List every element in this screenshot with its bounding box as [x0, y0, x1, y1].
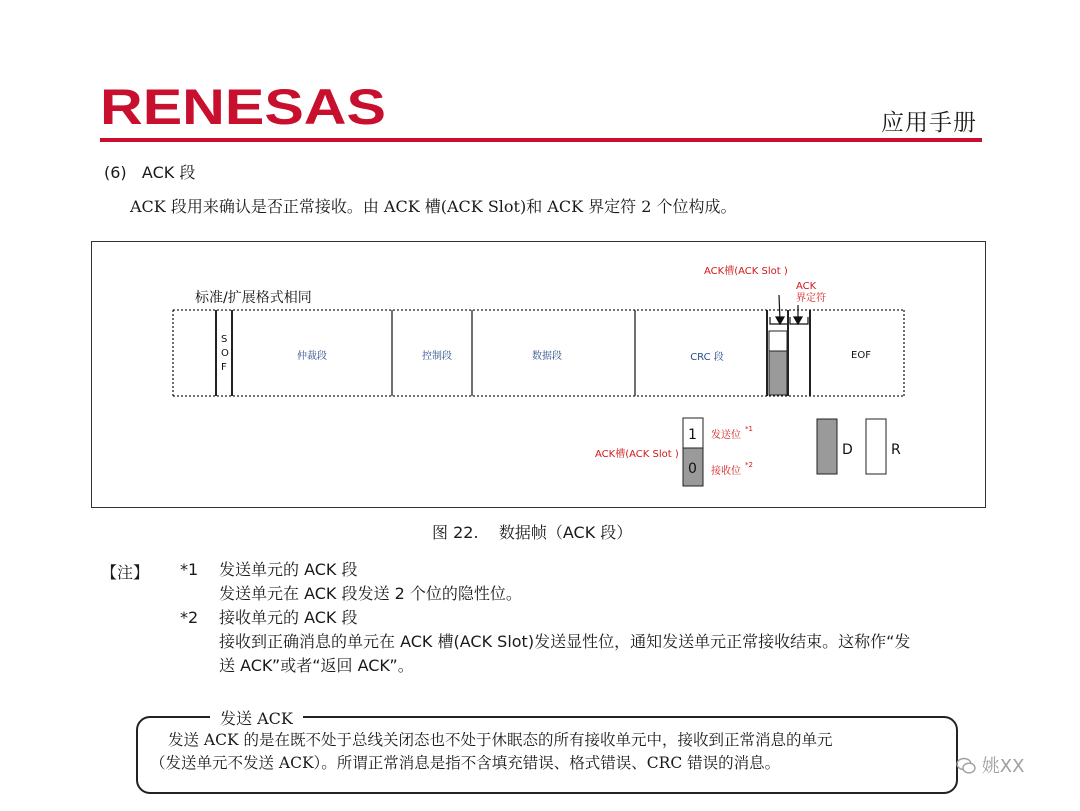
ack-definition-line-2: （发送单元不发送 ACK）。所谓正常消息是指不含填充错误、格式错误、CRC 错误的消息。	[150, 754, 781, 772]
ack-delimiter-arrow	[794, 305, 802, 324]
note-2-body-line-2: 送 ACK”或者“返回 ACK”。	[219, 656, 414, 675]
control-field-label: 控制段	[422, 351, 452, 362]
ack-delimiter-label-1: ACK	[796, 281, 817, 292]
note-1-body: 发送单元在 ACK 段发送 2 个位的隐性位。	[219, 584, 522, 603]
ack-slot-label: ACK槽(ACK Slot )	[704, 266, 788, 277]
sof-letter-o: O	[221, 348, 229, 359]
note-1-title: 发送单元的 ACK 段	[219, 560, 358, 579]
header-rule	[100, 138, 982, 142]
eof-field-label: EOF	[851, 350, 871, 361]
legend-tx-value: 1	[688, 427, 697, 443]
wechat-icon	[956, 757, 976, 775]
arbitration-field-label: 仲裁段	[297, 351, 327, 362]
note-2-title: 接收单元的 ACK 段	[219, 608, 358, 627]
watermark-text: 姚XX	[981, 756, 1025, 777]
legend-dominant-label: D	[842, 442, 853, 458]
legend-tx-superscript: *1	[745, 425, 753, 433]
note-1-number: *1	[180, 560, 199, 579]
legend-rx-value: 0	[688, 461, 697, 477]
data-field-label: 数据段	[532, 351, 562, 362]
ack-definition-line-1: 发送 ACK 的是在既不处于总线关闭态也不处于休眠态的所有接收单元中，接收到正常消息的单元	[168, 731, 833, 749]
ack-figure	[91, 241, 986, 508]
section-title: (6) ACK 段	[104, 163, 196, 182]
header-title: 应用手册	[881, 110, 977, 136]
ack-slot-recessive-half	[769, 331, 787, 351]
format-same-label: 标准/扩展格式相同	[195, 290, 312, 306]
legend-rx-label: 接收位	[711, 466, 741, 477]
figure-caption: 图 22. 数据帧（ACK 段）	[432, 523, 633, 542]
crc-field-label: CRC 段	[690, 352, 724, 363]
note-2-number: *2	[180, 608, 199, 627]
logo-text: RENESAS	[100, 82, 386, 128]
ack-slot-dominant-half	[769, 351, 787, 395]
legend-ack-slot-label: ACK槽(ACK Slot )	[595, 449, 679, 460]
watermark	[956, 752, 1048, 776]
legend-rx-superscript: *2	[745, 461, 753, 469]
section-intro: ACK 段用来确认是否正常接收。由 ACK 槽(ACK Slot)和 ACK 界定符 2 个位构成。	[130, 197, 737, 216]
legend-dominant-swatch	[817, 419, 837, 474]
notes-heading: 【注】	[101, 563, 150, 582]
ack-definition-title: 发送 ACK	[210, 706, 303, 729]
legend-recessive-swatch	[866, 419, 886, 474]
sof-letter-f: F	[221, 362, 227, 373]
legend-recessive-label: R	[891, 442, 901, 458]
note-2-body-line-1: 接收到正确消息的单元在 ACK 槽(ACK Slot)发送显性位，通知发送单元正常接收结束。这称作“发	[219, 632, 911, 651]
ack-delimiter-label-2: 界定符	[796, 293, 826, 304]
sof-letter-s: S	[221, 334, 228, 345]
legend-tx-label: 发送位	[711, 430, 741, 441]
renesas-logo	[100, 82, 386, 128]
